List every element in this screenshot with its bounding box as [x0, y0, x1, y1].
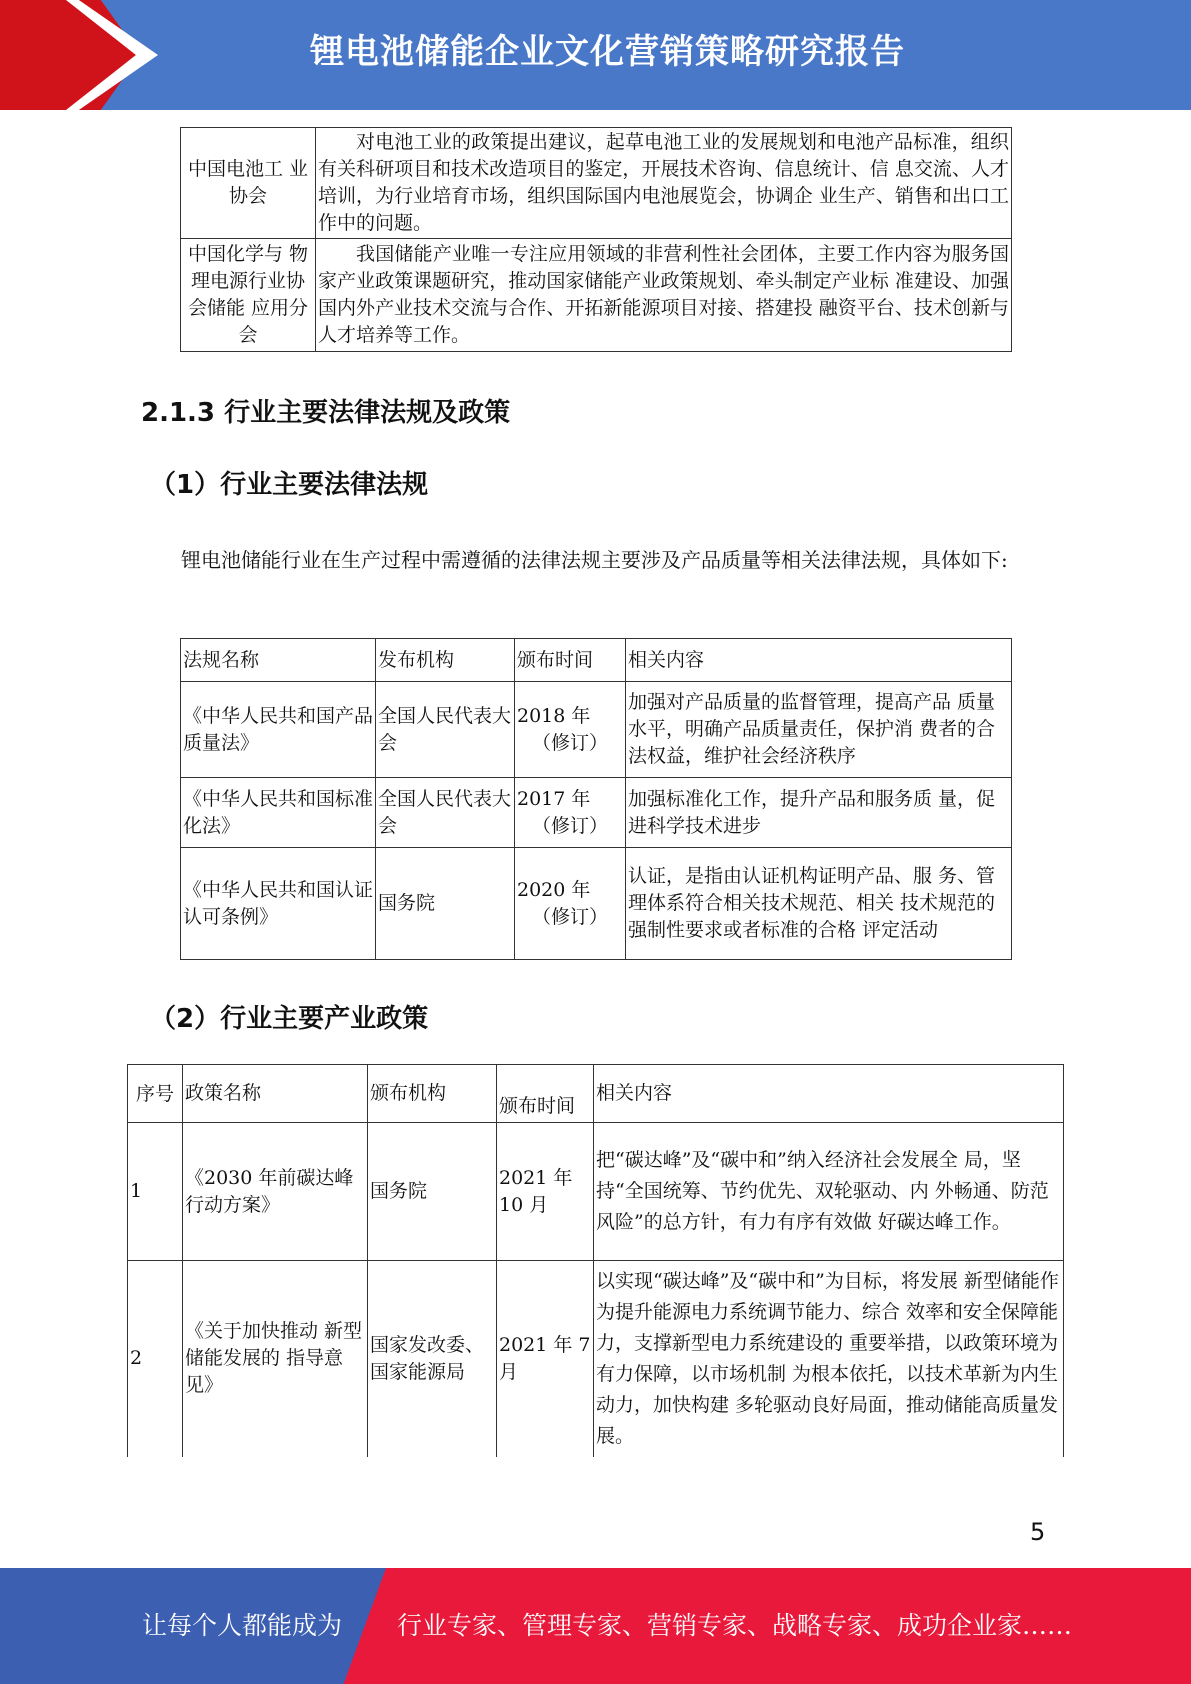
laws-table: [180, 638, 1012, 960]
policy-content: 以实现“碳达峰”及“碳中和”为目标，将发展 新型储能作为提升能源电力系统调节能力、综合 效率和安全保障能力，支撑新型电力系统建设的 重要举措，以政策环境为有力保障，以市场机制 为根本依托，以技术革新为内生动力，加快构建 多轮驱动良好局面，推动储能高质量发展。: [594, 1261, 1064, 1457]
table-row: [181, 239, 1012, 352]
law-issuer: 全国人民代表大会: [376, 778, 515, 848]
association-description: 对电池工业的政策提出建议，起草电池工业的发展规划和电池产品标准，组织有关科研项目和技术改造项目的鉴定，开展技术咨询、信息统计、信 息交流、人才培训，为行业培育市场，组织国际国内电池展览会，协调企 业生产、销售和出口工作中的问题。: [316, 128, 1012, 239]
column-header: 颁布机构: [368, 1065, 497, 1123]
law-date: [515, 682, 626, 778]
table-row: [181, 128, 1012, 239]
law-year: 2018 年: [517, 704, 591, 727]
policy-number: 2: [128, 1261, 183, 1457]
law-name: 《中华人民共和国标准化法》: [181, 778, 376, 848]
column-header: 相关内容: [626, 639, 1012, 682]
column-header: 发布机构: [376, 639, 515, 682]
policy-table: [127, 1064, 1064, 1457]
table-row: [181, 848, 1012, 960]
law-name: 《中华人民共和国产品质量法》: [181, 682, 376, 778]
law-year: 2017 年: [517, 787, 591, 810]
association-name: 中国化学与 物理电源行业协会储能 应用分会: [181, 239, 316, 352]
table-row: [128, 1123, 1064, 1261]
association-description: 我国储能产业唯一专注应用领域的非营利性社会团体，主要工作内容为服务国家产业政策课题研究，推动国家储能产业政策规划、牵头制定产业标 准建设、加强国内外产业技术交流与合作、开拓新能源项目对接、搭建投 融资平台、技术创新与人才培养等工作。: [316, 239, 1012, 352]
law-content: 认证，是指由认证机构证明产品、服 务、管理体系符合相关技术规范、相关 技术规范的强制性要求或者标准的合格 评定活动: [626, 848, 1012, 960]
column-header: 法规名称: [181, 639, 376, 682]
law-content: 加强标准化工作，提升产品和服务质 量，促进科学技术进步: [626, 778, 1012, 848]
policy-date: 2021 年 10 月: [497, 1123, 594, 1261]
report-title: 锂电池储能企业文化营销策略研究报告: [310, 32, 905, 72]
column-header: 颁布时间: [497, 1065, 594, 1123]
table-row: [181, 682, 1012, 778]
policy-issuer: 国家发改委、国家能源局: [368, 1261, 497, 1457]
column-header: 颁布时间: [515, 639, 626, 682]
law-date: [515, 848, 626, 960]
column-header: 序号: [128, 1065, 183, 1123]
policy-issuer: 国务院: [368, 1123, 497, 1261]
footer-slogan-right: 行业专家、管理专家、营销专家、战略专家、成功企业家……: [397, 1611, 1073, 1640]
policy-number: 1: [128, 1123, 183, 1261]
table-header-row: [128, 1065, 1064, 1123]
law-year: 2020 年: [517, 878, 591, 901]
column-header: 政策名称: [183, 1065, 368, 1123]
intro-paragraph: 锂电池储能行业在生产过程中需遵循的法律法规主要涉及产品质量等相关法律法规，具体如下:: [181, 548, 1008, 572]
law-content: 加强对产品质量的监督管理，提高产品 质量水平，明确产品质量责任，保护消 费者的合法权益，维护社会经济秩序: [626, 682, 1012, 778]
policy-date: 2021 年 7 月: [497, 1261, 594, 1457]
subsection-heading-laws: （1）行业主要法律法规: [150, 470, 429, 500]
policy-name: 《关于加快推动 新型储能发展的 指导意见》: [183, 1261, 368, 1457]
page-header: [0, 0, 1191, 110]
section-heading: 2.1.3 行业主要法律法规及政策: [141, 398, 511, 428]
column-header: 相关内容: [594, 1065, 1064, 1123]
law-name: 《中华人民共和国认证认可条例》: [181, 848, 376, 960]
table-row: [181, 778, 1012, 848]
table-header-row: [181, 639, 1012, 682]
page-footer: [0, 1568, 1191, 1684]
association-table: [180, 127, 1012, 352]
law-date: [515, 778, 626, 848]
subsection-heading-policies: （2）行业主要产业政策: [150, 1004, 429, 1034]
law-revision-note: （修订）: [531, 905, 608, 928]
page-number: 5: [1030, 1518, 1046, 1546]
association-name: 中国电池工 业协会: [181, 128, 316, 239]
law-revision-note: （修订）: [531, 814, 608, 837]
footer-slogan-left: 让每个人都能成为: [142, 1611, 343, 1640]
law-issuer: 全国人民代表大会: [376, 682, 515, 778]
policy-content: 把“碳达峰”及“碳中和”纳入经济社会发展全 局，坚持“全国统筹、节约优先、双轮驱动、内 外畅通、防范风险”的总方针，有力有序有效做 好碳达峰工作。: [594, 1123, 1064, 1261]
table-row: [128, 1261, 1064, 1457]
law-revision-note: （修订）: [531, 731, 608, 754]
law-issuer: 国务院: [376, 848, 515, 960]
policy-name: 《2030 年前碳达峰行动方案》: [183, 1123, 368, 1261]
